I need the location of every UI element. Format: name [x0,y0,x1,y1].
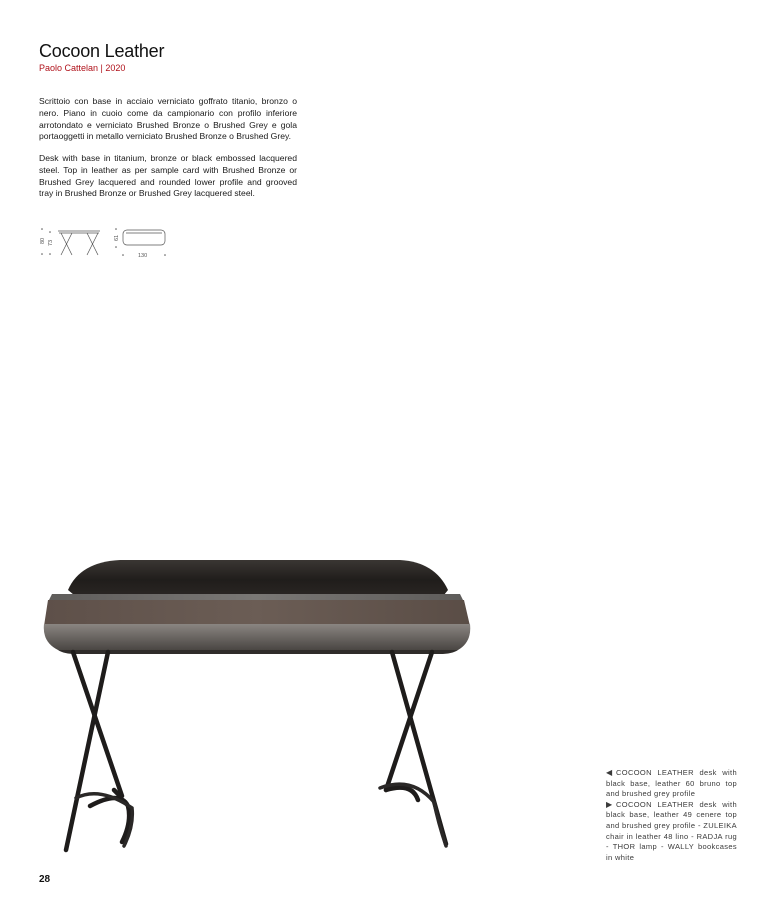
triangle-right-icon: ▶ [606,799,613,809]
designer-credit: Paolo Cattelan | 2020 [39,63,126,73]
triangle-left-icon: ◀ [606,768,613,777]
page-title: Cocoon Leather [39,41,165,61]
description-english: Desk with base in titanium, bronze or black embossed lacquered steel. Top in leather as per sample card with Brushed Bronze or Brushed Grey lacquered and rounded lower profile and grooved tray in Brushed Bronze or Brushed Grey lacquered steel. [39,153,297,199]
dim-front-height-top: 80 [40,237,46,244]
caption-line-1: COCOON LEATHER desk with black base, leather 60 bruno top and brushed grey profile [606,768,737,799]
desk-product-image [40,550,480,860]
plan-view-diagram [115,228,166,256]
dim-front-height-bottom: 73 [48,239,54,246]
image-caption [606,768,737,863]
caption-line-2: COCOON LEATHER desk with black base, leather 49 cenere top and brushed grey profile - ZULEIKA chair in leather 48 lino - RADJA rug - THOR lamp - WALLY bookcases in white [606,799,737,862]
dim-plan-depth: 61 [114,234,120,241]
dim-plan-width: 130 [138,253,148,259]
dimension-diagrams [38,226,173,262]
page-number: 28 [39,874,51,885]
description-italian: Scrittoio con base in acciaio verniciato goffrato titanio, bronzo o nero. Piano in cuoio come da campionario con profilo inferiore arrotondato e verniciato Brushed Bronze o Brushed Grey e gola portaoggetti in metallo verniciato Brushed Bronze o Brushed Grey. [39,96,297,142]
